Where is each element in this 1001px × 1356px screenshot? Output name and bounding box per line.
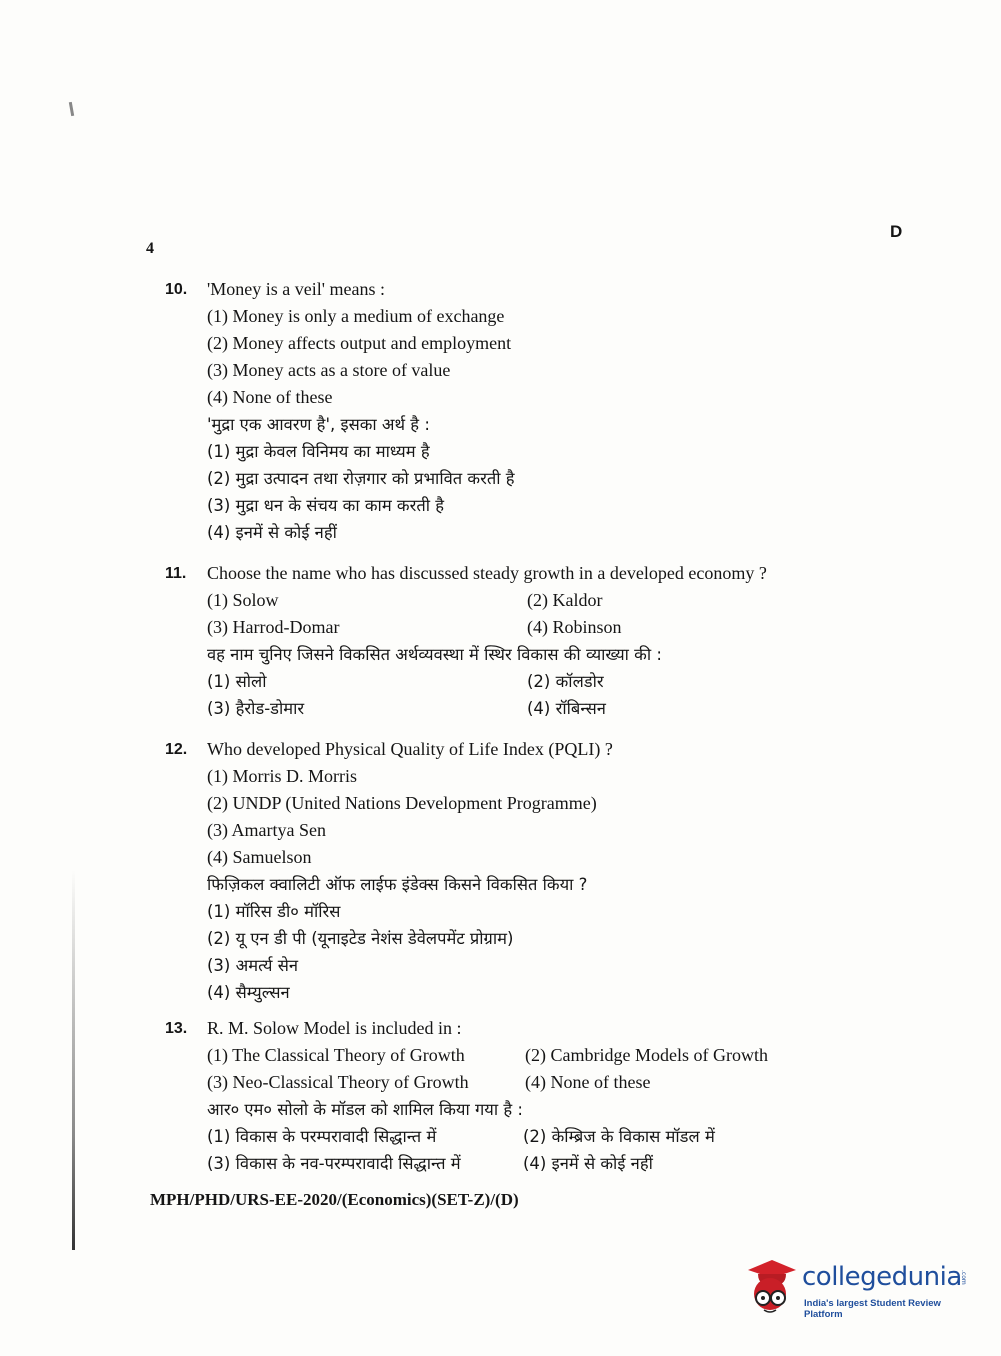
option-hi: (3) अमर्त्य सेन (207, 956, 299, 975)
set-letter: D (890, 222, 903, 241)
question-text-en: Who developed Physical Quality of Life Index (PQLI) ? (207, 739, 613, 759)
option-en: (2) Money affects output and employment (207, 333, 512, 353)
graduate-mascot-icon (742, 1256, 798, 1318)
question-text-hi: 'मुद्रा एक आवरण है', इसका अर्थ है : (207, 415, 430, 434)
question-text-en: 'Money is a veil' means : (207, 279, 385, 299)
question-12 (165, 736, 825, 1006)
question-text-hi: वह नाम चुनिए जिसने विकसित अर्थव्यवस्था में स्थिर विकास की व्याख्या की : (207, 645, 662, 664)
option-hi: (2) कॉलडोर (527, 672, 604, 691)
option-en: (1) Money is only a medium of exchange (207, 306, 505, 326)
option-en: (4) Robinson (527, 617, 622, 637)
question-10 (165, 276, 825, 546)
option-en: (2) Kaldor (527, 590, 603, 610)
question-text-en: R. M. Solow Model is included in : (207, 1018, 462, 1038)
option-hi: (4) सैम्युल्सन (207, 983, 290, 1002)
option-en: (2) Cambridge Models of Growth (525, 1045, 768, 1065)
option-en: (4) None of these (207, 387, 333, 407)
option-hi: (1) मुद्रा केवल विनिमय का माध्यम है (207, 442, 430, 461)
option-en: (1) Solow (207, 590, 279, 610)
option-hi: (1) सोलो (207, 672, 267, 691)
option-en: (3) Amartya Sen (207, 820, 326, 840)
question-number: 13. (165, 1020, 188, 1037)
option-en: (1) Morris D. Morris (207, 766, 357, 786)
question-text-en: Choose the name who has discussed steady growth in a developed economy ? (207, 563, 767, 583)
question-13 (165, 1015, 825, 1177)
option-en: (4) None of these (525, 1072, 651, 1092)
question-11 (165, 560, 825, 722)
paper-code-footer: MPH/PHD/URS-EE-2020/(Economics)(SET-Z)/(D) (150, 1190, 519, 1209)
option-en: (3) Money acts as a store of value (207, 360, 451, 380)
option-en: (3) Harrod-Domar (207, 617, 340, 637)
brand-domain: .com (960, 1270, 967, 1285)
option-hi: (1) विकास के परम्परावादी सिद्धान्त में (207, 1127, 437, 1146)
question-text-hi: फिज़िकल क्वालिटी ऑफ लाईफ इंडेक्स किसने विकसित किया ? (207, 875, 588, 894)
option-hi: (2) केम्ब्रिज के विकास मॉडल में (523, 1127, 715, 1146)
option-en: (1) The Classical Theory of Growth (207, 1045, 465, 1065)
option-en: (3) Neo-Classical Theory of Growth (207, 1072, 469, 1092)
brand-tagline: India's largest Student Review Platform (804, 1298, 941, 1320)
option-hi: (3) मुद्रा धन के संचय का काम करती है (207, 496, 445, 515)
option-hi: (3) विकास के नव-परम्परावादी सिद्धान्त में (207, 1154, 461, 1173)
question-number: 12. (165, 741, 188, 758)
scan-edge-mark (69, 102, 74, 116)
option-en: (4) Samuelson (207, 847, 312, 867)
scan-edge-shadow (72, 870, 75, 1250)
option-hi: (2) यू एन डी पी (यूनाइटेड नेशंस डेवेलपमेंट प्रोग्राम) (207, 929, 514, 948)
collegedunia-logo (742, 1256, 972, 1318)
question-number: 11. (165, 565, 187, 582)
brand-name: collegedunia (802, 1262, 962, 1292)
question-number: 10. (165, 281, 188, 298)
option-hi: (4) इनमें से कोई नहीं (207, 523, 337, 542)
option-hi: (4) रॉबिन्सन (527, 699, 606, 718)
page-number: 4 (146, 240, 154, 257)
option-en: (2) UNDP (United Nations Development Programme) (207, 793, 597, 813)
option-hi: (3) हैरोड-डोमार (207, 699, 305, 718)
option-hi: (2) मुद्रा उत्पादन तथा रोज़गार को प्रभावित करती है (207, 469, 515, 488)
option-hi: (4) इनमें से कोई नहीं (523, 1154, 653, 1173)
option-hi: (1) मॉरिस डी० मॉरिस (207, 902, 341, 921)
question-text-hi: आर० एम० सोलो के मॉडल को शामिल किया गया है : (207, 1100, 523, 1119)
